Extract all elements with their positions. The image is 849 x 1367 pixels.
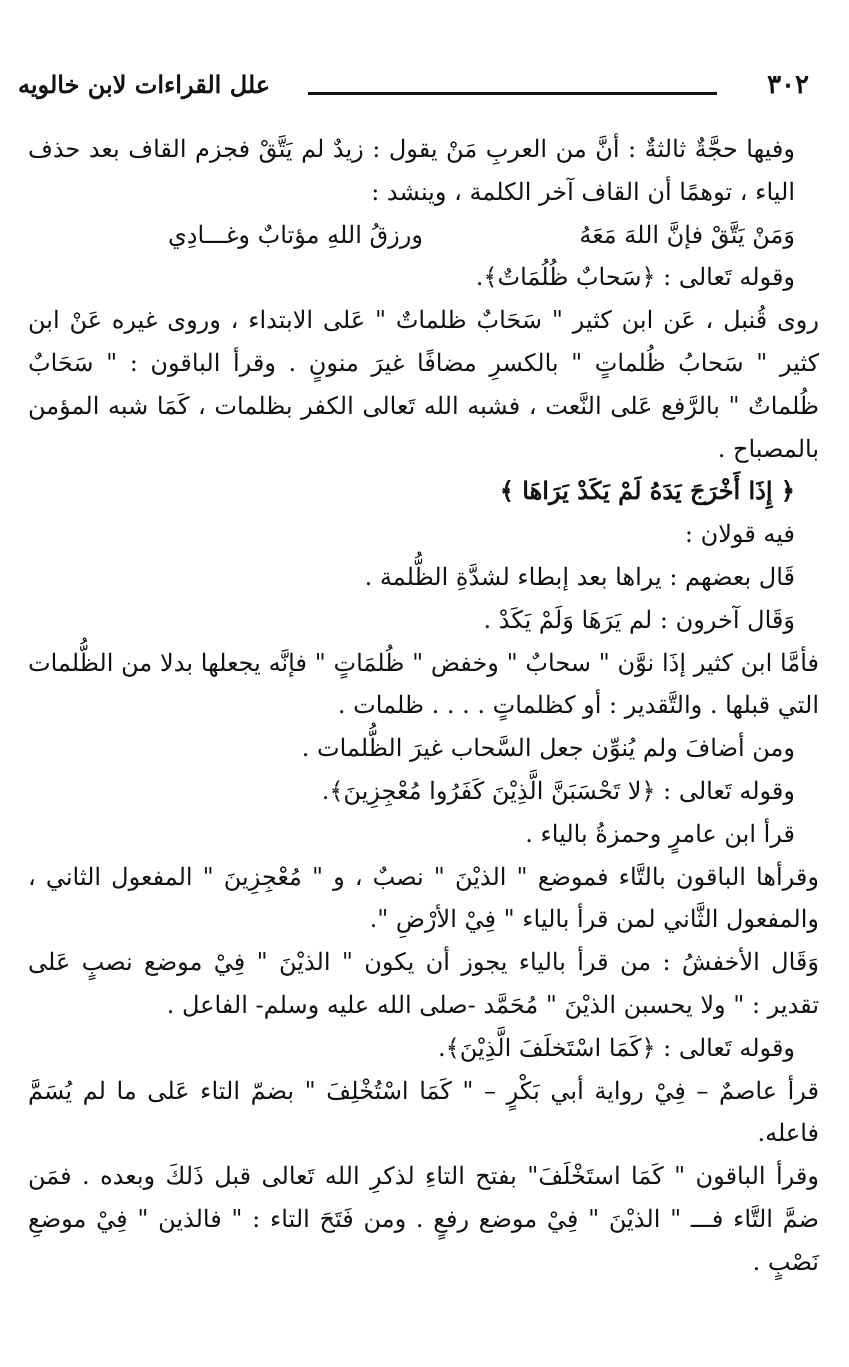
poetry-verse xyxy=(28,214,819,257)
book-title: علل القراءات لابن خالويه xyxy=(18,70,271,99)
paragraph: وقوله تَعالى : ﴿لا تَحْسَبَنَّ الَّذِيْنَ كَفَرُوا مُعْجِزِينَ﴾. xyxy=(321,776,795,805)
text-sections xyxy=(28,256,819,1283)
paragraph: وقرأها الباقون بالتَّاء فموضع " الذيْنَ " نصبٌ ، و " مُعْجِزِينَ " المفعول الثاني ، والمفعول الثَّاني لمن قرأ بالياء " فِيْ الأرْضِ ". xyxy=(28,862,819,934)
verse-first-hemistich: وَمَنْ يَتَّقْ فإنَّ اللهَ مَعَهُ xyxy=(579,220,795,249)
header-rule xyxy=(308,92,717,95)
paragraph: ﴿ إِذَا أَخْرَجَ يَدَهُ لَمْ يَكَدْ يَرَاهَا ﴾ xyxy=(499,476,795,506)
paragraph: وَقَال الأخفشُ : من قرأ بالياء يجوز أن يكون " الذيْنَ " فِيْ موضع نصبٍ عَلى تقدير : " ولا يحسبن الذيْنَ " مُحَمَّد -صلى الله عليه وسلم- الفاعل . xyxy=(28,948,819,1019)
paragraph: روى قُنبل ، عَن ابن كثير " سَحَابٌ ظلماتٌ " عَلى الابتداء ، وروى غيره عَنْ ابن كثير " سَحابُ ظُلماتٍ " بالكسرِ مضافًا غيرَ منونٍ . وقرأ الباقون : " سَحَابٌ ظُلماتٌ " بالرَّفع عَلى النَّعت ، فشبه الله تَعالى الكفر بظلمات ، كَمَا شبه المؤمن بالمصباح . xyxy=(28,306,819,463)
page-header xyxy=(18,62,809,102)
paragraph: قَال بعضهم : يراها بعد إبطاء لشدَّةِ الظُّلمة . xyxy=(364,562,795,591)
paragraph: ومن أضافَ ولم يُنوِّن جعل السَّحاب غيرَ الظُّلمات . xyxy=(301,734,795,763)
paragraph: وقوله تَعالى : ﴿كَمَا اسْتَخلَفَ الَّذِيْنَ﴾. xyxy=(438,1033,795,1062)
paragraph: فأمَّا ابن كثير إذَا نوَّن " سحابٌ " وخفض " ظُلمَاتٍ " فإنَّه يجعلها بدلا من الظُّلمات التي قبلها . والتَّقدير : أو كظلماتٍ . . . . ظلمات . xyxy=(28,648,819,720)
paragraph: وقوله تَعالى : ﴿سَحابٌ ظُلُمَاتٌ﴾. xyxy=(475,263,795,292)
paragraph: وفيها حجَّةٌ ثالثةٌ : أنَّ من العربِ مَنْ يقول : زيدٌ لم يَتَّقْ فجزم القاف بعد حذف الياء ، توهمًا أن القاف آخر الكلمة ، وينشد : xyxy=(28,135,795,206)
paragraph: قرأ ابن عامرٍ وحمزةُ بالياء . xyxy=(525,819,795,848)
paragraph: وقرأ الباقون " كَمَا استَخْلَفَ" بفتح التاءِ لذكرِ الله تَعالى قبل ذَلكَ وبعده . فمَن ضمَّ التَّاء فـــ " الذيْنَ " فِيْ موضع رفعٍ . ومن فَتَحَ التاء : " فالذين " فِيْ موضعِ نَصْبٍ . xyxy=(28,1162,819,1276)
page-number: ٣٠٢ xyxy=(767,70,809,100)
paragraph: فيه قولان : xyxy=(684,520,795,549)
paragraph: وَقَال آخرون : لم يَرَهَا وَلَمْ يَكَدْ . xyxy=(483,605,795,634)
page-body xyxy=(28,128,819,1284)
paragraph: قرأ عاصمٌ – فِيْ رواية أبي بَكْرٍ – " كَمَا اسْتُخْلِفَ " بضمّ التاء عَلى ما لم يُسَمَّ فاعله. xyxy=(28,1076,819,1148)
verse-second-hemistich: ورزقُ اللهِ مؤتابٌ وغـــادِي xyxy=(168,220,423,249)
